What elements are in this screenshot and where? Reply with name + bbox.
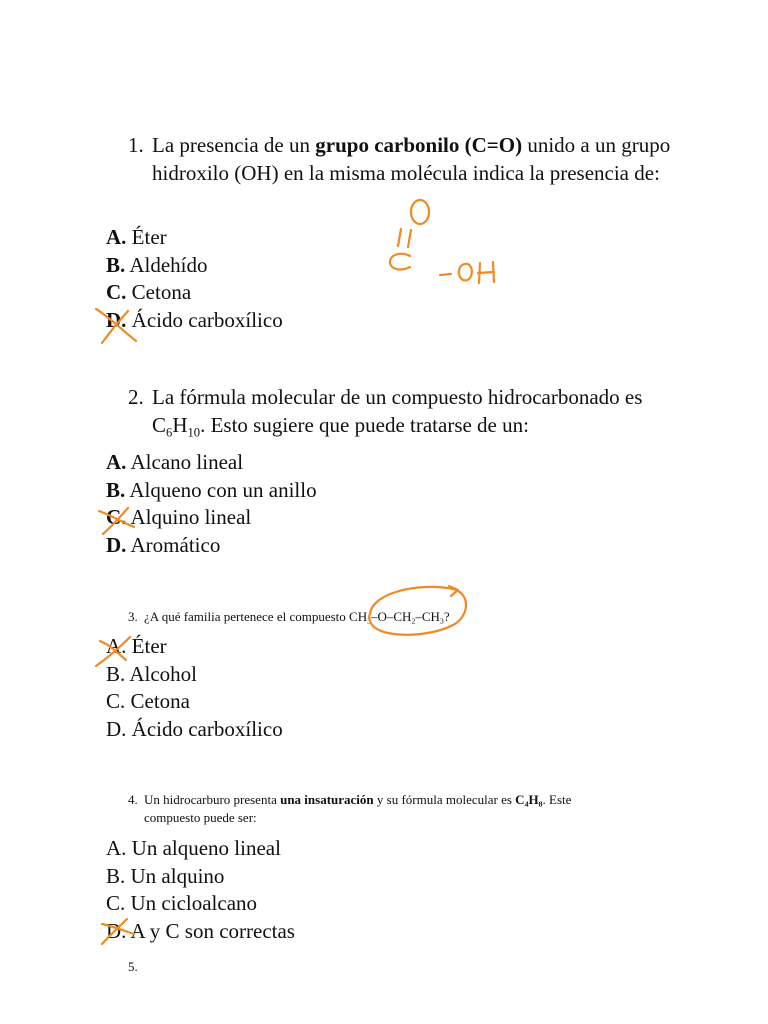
option-d: D. Ácido carboxílico: [106, 307, 283, 332]
option-c: C. Un cicloalcano: [106, 891, 258, 915]
question-3: [128, 608, 688, 626]
options-2: [106, 449, 317, 559]
option-a: A. Éter: [106, 634, 167, 658]
question-number: 4.: [128, 792, 138, 807]
option-d: D. A y C son correctas: [106, 918, 295, 943]
ink-arrow-q3: [449, 586, 458, 596]
option-b: B. Alqueno con un anillo: [106, 477, 317, 502]
option-c: C. Alquino lineal: [106, 505, 252, 529]
question-number: 5.: [128, 959, 138, 974]
question-4: [128, 791, 628, 827]
question-text: ¿A qué familia pertenece el compuesto $CH_3-O-CH_2-CH_3$?: [144, 609, 450, 626]
options-3: [106, 633, 283, 743]
option-b: B. Un alquino: [106, 863, 225, 888]
question-number: 1.: [128, 133, 144, 157]
question-number: 3.: [128, 609, 138, 624]
question-text: [152, 131, 688, 187]
option-a: A. Un alqueno lineal: [106, 836, 281, 860]
question-text: La fórmula molecular de un compuesto hidrocarbonado es $C_6H_{10}$. Esto sugiere que puede tratarse de un:: [152, 385, 643, 440]
question-1: [128, 131, 688, 187]
ink-c-letter: [390, 254, 410, 270]
ink-o-circle: [411, 200, 429, 224]
question-text-part: La presencia de un: [152, 133, 316, 157]
option-c: C. Cetona: [106, 280, 192, 304]
options-4: [106, 835, 295, 945]
ink-oh-h: [478, 262, 494, 283]
ink-double-bond: [398, 229, 411, 247]
ink-dash: [440, 274, 451, 275]
question-text: Un hidrocarburo presenta una insaturación y su fórmula molecular es $C_4H_8$. Este compuesto puede ser:: [144, 792, 572, 825]
question-text-bold: grupo carbonilo (C=O): [315, 133, 523, 157]
ink-oh-o: [459, 264, 472, 281]
option-b: B. Alcohol: [106, 661, 198, 686]
option-b: B. Aldehído: [106, 252, 208, 277]
option-d: D. Ácido carboxílico: [106, 716, 283, 741]
question-text-part: unido a un grupo hidroxilo (OH) en la misma molécula indica la presencia de:: [152, 133, 671, 185]
option-d: D. Aromático: [106, 532, 221, 557]
option-a: A. Alcano lineal: [106, 450, 244, 474]
option-c: C. Cetona: [106, 689, 190, 713]
question-2: [128, 383, 688, 439]
options-1: [106, 224, 283, 334]
question-number: 2.: [128, 385, 144, 409]
option-a: A. Éter: [106, 225, 167, 249]
